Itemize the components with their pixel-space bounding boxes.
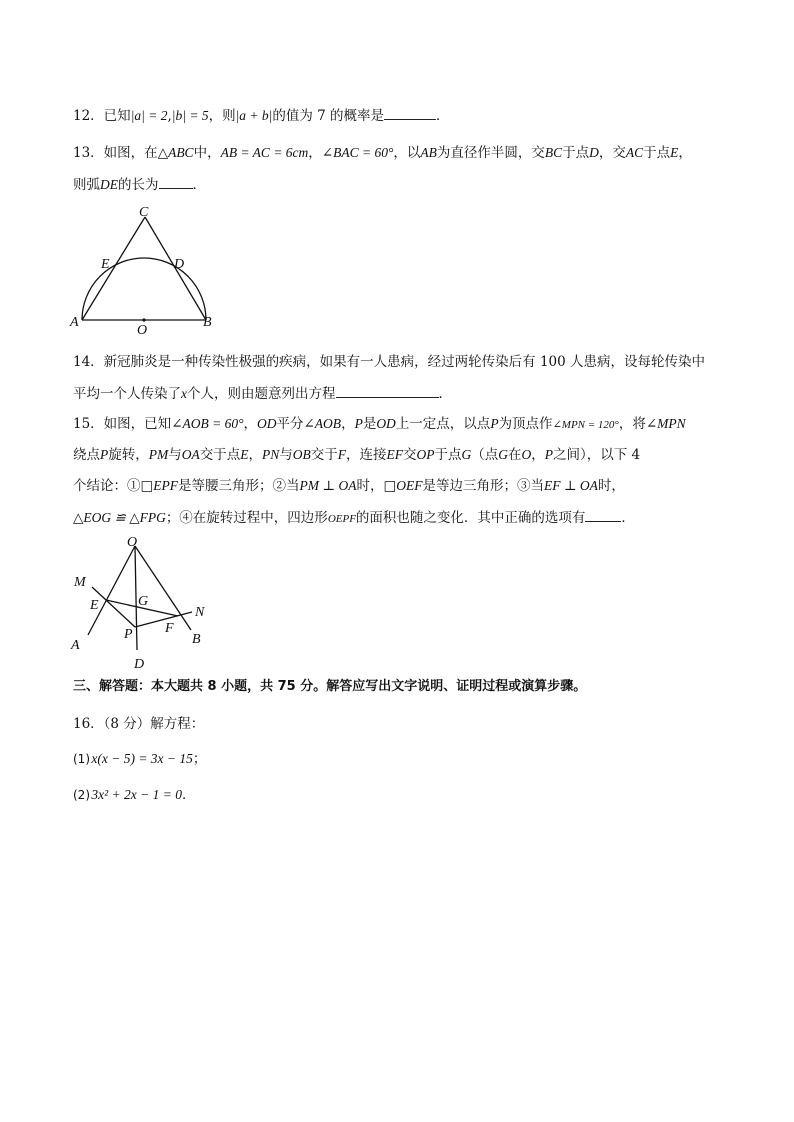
q15-angle-aob: ∠AOB = 60° — [171, 416, 244, 431]
q12-expr: |a + b| — [235, 108, 273, 123]
q15-label-d: D — [134, 657, 145, 672]
q13-text: 于点 — [562, 145, 590, 161]
q15-ray-ob — [135, 546, 191, 630]
q15-label-b: B — [192, 632, 201, 647]
q15-line-2 — [73, 446, 640, 464]
q15-line-4 — [73, 508, 635, 528]
q14-line-1: 14．新冠肺炎是一种传染性极强的疾病，如果有一人患病，经过两轮传染后有 100 人患病，设每轮传染中 — [73, 354, 706, 370]
q15-label-a: A — [71, 638, 80, 653]
q15-text: 时， — [356, 478, 384, 494]
q15-ray-od — [135, 546, 137, 650]
q12-answer-blank[interactable] — [384, 106, 436, 120]
q12-cond-b: |b| = 5 — [171, 108, 209, 123]
q15-end: ． — [621, 510, 635, 526]
q15-text: 交于 — [310, 447, 338, 463]
q13-line-1 — [73, 144, 692, 162]
q12-mid: ，则 — [208, 108, 236, 124]
q13-label-e: E — [101, 257, 110, 272]
q15-text: 上一定点，以点 — [395, 416, 491, 432]
q15-text: 于点 — [434, 447, 462, 463]
q13-text: 为直径作半圆，交 — [436, 145, 545, 161]
q14-x: x — [181, 386, 187, 401]
q13-label-b: B — [203, 315, 212, 330]
q15-label-o: O — [127, 535, 138, 550]
q15-oa: OA — [181, 447, 200, 462]
q16-part-1-number: (1) — [73, 752, 90, 766]
q15-oef: OEF — [396, 478, 423, 493]
q13-text: 的长为 — [118, 177, 159, 193]
q15-text: 的面积也随之变化．其中正确的选项有 — [355, 510, 586, 526]
q14-text: 个人，则由题意列出方程 — [187, 386, 336, 402]
q13-bc: BC — [544, 145, 563, 160]
q15-text: ，连接 — [346, 447, 387, 463]
q15-pn: PN — [262, 447, 280, 462]
q15-line-3 — [73, 477, 625, 495]
q15-f: F — [337, 447, 347, 462]
q15-o: O — [521, 447, 532, 462]
q15-text: 在 — [508, 447, 522, 463]
q15-ef-perp-oa: EF ⊥ OA — [543, 478, 598, 493]
q15-ob: OB — [292, 447, 311, 462]
q15-congruence: △EOG ≌ △FPG — [73, 510, 166, 525]
q13-eq-angle: ∠BAC = 60° — [321, 145, 394, 160]
q14-end: ． — [438, 386, 452, 402]
q15-text: （点 — [471, 447, 499, 463]
q15-angle-aob: ∠AOB — [303, 416, 342, 431]
q15-text: ，将 — [618, 416, 646, 432]
q15-p: P — [100, 447, 109, 462]
q14-text: 平均一个人传染了 — [73, 386, 181, 402]
q15-text: 时， — [597, 478, 625, 494]
q13-text: ， — [678, 145, 692, 161]
q13-ab: AB — [420, 145, 437, 160]
q13-ac: AC — [625, 145, 644, 160]
q13-side-ac — [82, 217, 145, 320]
q13-figure — [66, 200, 226, 336]
q15-text: 个结论：① — [73, 478, 141, 494]
q15-angle-mpn: ∠MPN — [645, 416, 686, 431]
q15-g: G — [498, 447, 509, 462]
q15-p: P — [490, 416, 499, 431]
q13-e: E — [670, 145, 679, 160]
q16-equation-1: x(x − 5) = 3x − 15 — [91, 751, 193, 766]
q15-text: ， — [248, 447, 262, 463]
q15-op: OP — [416, 447, 435, 462]
q13-de: DE — [100, 177, 118, 192]
q15-oepf: OEPF — [327, 513, 356, 525]
q16-equation-2: 3x² + 2x − 1 = 0 — [91, 787, 182, 802]
q15-text: 绕点 — [73, 447, 100, 463]
q12-number: 12．已知 — [73, 108, 131, 124]
q15-label-m: M — [74, 575, 86, 590]
q15-text: 交 — [403, 447, 417, 463]
q15-text: ， — [341, 416, 355, 432]
q15-text: 与 — [279, 447, 293, 463]
q16-part-2 — [73, 786, 195, 804]
q15-text: 15．如图，已知 — [73, 416, 172, 432]
q12-line: 12．已知|a| = 2,|b| = 5，则|a + b|的值为 7 的概率是 ． — [73, 108, 450, 124]
q15-answer-blank[interactable] — [585, 508, 621, 522]
q13-line-2 — [73, 175, 206, 194]
q15-line-1 — [73, 415, 686, 434]
q15-p: P — [354, 416, 363, 431]
q15-epf: EPF — [153, 478, 179, 493]
q15-ef: EF — [386, 447, 404, 462]
section-3-heading: 三、解答题：本大题共 8 小题，共 75 分。解答应写出文字说明、证明过程或演算步骤。 — [73, 679, 587, 694]
q13-d: D — [589, 145, 599, 160]
q14-line-2 — [73, 384, 452, 403]
q13-center-dot — [142, 318, 145, 321]
q15-text: 平分 — [276, 416, 304, 432]
q13-text: 13．如图，在 — [73, 145, 158, 161]
q16-part-1-end: ； — [192, 751, 207, 767]
q13-answer-blank[interactable] — [159, 175, 193, 189]
q15-text: ；④在旋转过程中，四边形 — [165, 510, 328, 526]
q13-label-a: A — [70, 315, 79, 330]
q15-pm-perp-oa: PM ⊥ OA — [299, 478, 357, 493]
q15-text: ， — [243, 416, 257, 432]
q15-text: ， — [531, 447, 545, 463]
q13-label-d: D — [174, 257, 185, 272]
q13-triangle: △ABC — [157, 145, 194, 160]
q16-part-1 — [73, 750, 206, 768]
q15-text: 旋转， — [108, 447, 149, 463]
q14-answer-blank[interactable] — [336, 384, 439, 398]
q15-od: OD — [257, 416, 277, 431]
q13-text: 于点 — [643, 145, 671, 161]
q15-pm: PM — [148, 447, 169, 462]
q15-e: E — [240, 447, 249, 462]
q15-text: 之间），以下 4 — [553, 447, 641, 463]
q15-text: 是等边三角形；③当 — [422, 478, 544, 494]
q15-text: 是 — [362, 416, 377, 432]
q15-text: 交于点 — [199, 447, 241, 463]
q16-title: 16．（8 分）解方程： — [73, 716, 205, 732]
q15-angle-mpn: ∠MPN = 120° — [552, 419, 619, 431]
q15-od: OD — [376, 416, 396, 431]
q15-label-f: F — [165, 621, 174, 636]
q12-cond-a: |a| = 2 — [130, 108, 168, 123]
q15-missing-glyph: □ — [140, 478, 154, 494]
q16-part-2-number: (2) — [73, 788, 90, 802]
q15-figure — [66, 532, 226, 674]
q15-text: 与 — [168, 447, 182, 463]
q15-text: 为顶点作 — [498, 416, 553, 432]
q15-label-p: P — [124, 627, 133, 642]
q15-missing-glyph: □ — [383, 478, 397, 494]
q13-text: 则弧 — [73, 177, 100, 193]
q13-text: ， — [308, 145, 322, 161]
q12-tail: 的值为 7 的概率是 — [272, 108, 385, 124]
q15-label-g: G — [138, 594, 149, 609]
q15-p: P — [544, 447, 554, 462]
q13-eq-sides: AB = AC = 6cm — [220, 145, 309, 160]
q16-part-2-end: ． — [181, 787, 196, 803]
q13-text: ，以 — [393, 145, 421, 161]
q13-label-c: C — [139, 205, 149, 220]
q13-end: ． — [192, 177, 206, 193]
q15-text: 是等腰三角形；②当 — [178, 478, 300, 494]
q15-label-e: E — [90, 598, 99, 613]
q13-text: ，交 — [598, 145, 626, 161]
q15-label-n: N — [195, 605, 205, 620]
q15-g: G — [461, 447, 472, 462]
q13-text: 中， — [193, 145, 221, 161]
q13-label-o: O — [137, 323, 148, 336]
q12-end: ． — [436, 108, 450, 124]
